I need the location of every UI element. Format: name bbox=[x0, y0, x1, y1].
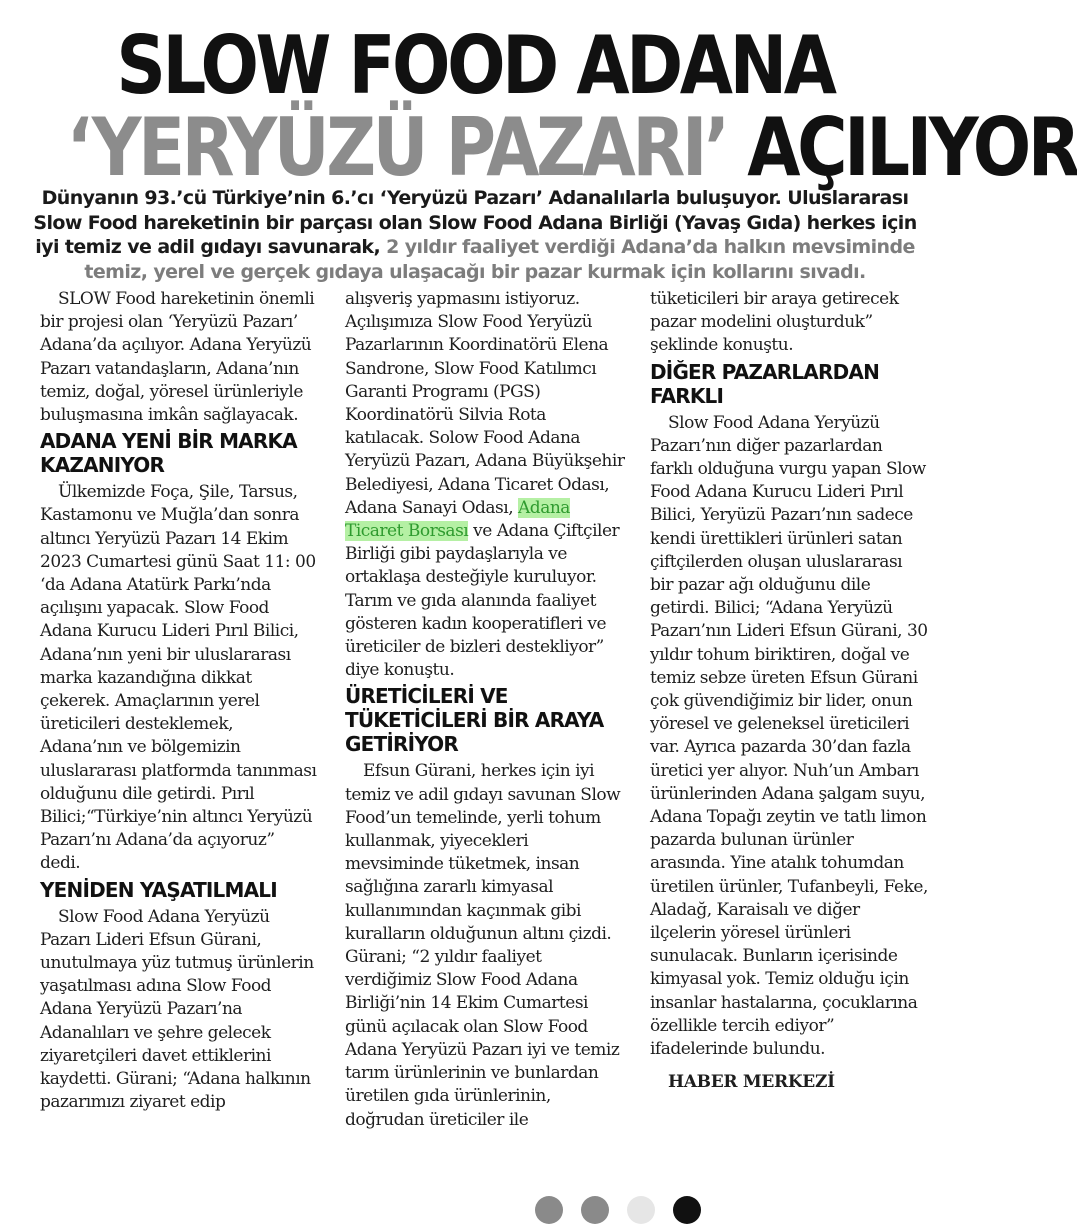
column1-paragraph-1: SLOW Food hareketinin önemli bir projesi olan ‘Yeryüzü Pazarı’ Adana’da açılıyor. Adana Yeryüzü Pazarı vatandaşların, Adana’nın temiz, doğal, yöresel ürünleriyle buluşmasına imkân sağlayacak. bbox=[40, 289, 315, 426]
headline-line-1: SLOW FOOD ADANA bbox=[116, 19, 834, 112]
lead-dark-text: Dünyanın 93.’cü Türkiye’nin 6.’cı ‘Yeryüzü Pazarı’ Adanalılarla buluşuyor. Uluslararası Slow Food hareketinin bir parçası olan Slow Food Adana Birliği (Yavaş Gıda) herkes için iyi temiz ve adil gıdayı savunarak, bbox=[33, 187, 917, 258]
page-dot-1[interactable] bbox=[535, 1196, 563, 1224]
column2-text-b: ve Adana Çiftçiler Birliği gibi paydaşlarıyla ve ortaklaşa desteğiyle kuruluyor. Tarım ve gıda alanında faaliyet gösteren kadın kooperatifleri ve üreticiler de bizleri destekliyor” diye konuştu. bbox=[345, 521, 620, 681]
column3-paragraph-2: Slow Food Adana Yeryüzü Pazarı’nın diğer pazarlardan farklı olduğuna vurgu yapan Slow Food Adana Kurucu Lideri Pırıl Bilici, Yeryüzü Pazarı’nın sadece kendi ürettikleri ürünleri satan çiftçilerden oluşan uluslararası bir pazar ağı olduğunu dile getirdi. Bilici; “Adana Yeryüzü Pazarı’nın Lideri Efsun Gürani, 30 yıldır tohum biriktiren, doğal ve temiz sebze üreten Efsun Gürani çok güvendiğimiz bir lider, onun yöresel ve geleneksel üreticileri var. Ayrıca pazarda 30’dan fazla üretici yer alıyor. Nuh’un Ambarı ürünlerinden Adana şalgam suyu, Adana Topağı zeytin ve tatlı limon pazarda bulunan ürünler arasında. Yine atalık tohumdan üretilen ürünler, Tufanbeyli, Feke, Aladağ, Karaisalı ve diğer ilçelerin yöresel ürünleri sunulacak. Bunların içerisinde kimyasal yok. Temiz olduğu için insanlar hastalarına, çocuklarına özellikle tercih ediyor” ifadelerinde bulundu. bbox=[650, 412, 928, 1060]
headline-line-2 bbox=[66, 101, 1077, 194]
column2-paragraph-2: Efsun Gürani, herkes için iyi temiz ve adil gıdayı savunan Slow Food’un temelinde, yerli tohum kullanmak, yiyecekleri mevsiminde tüketmek, insan sağlığına zararlı kimyasal kullanımından kaçınmak gibi kuralların olduğunun altını çizdi. Gürani; “2 yıldır faaliyet verdiğimiz Slow Food Adana Birliği’nin 14 Ekim Cumartesi günü açılacak olan Slow Food Adana Yeryüzü Pazarı iyi ve temiz tarım ürünlerinin ve bunlardan üretilen gıda ürünlerinin, doğrudan üreticiler ile bbox=[345, 761, 621, 1130]
column3-paragraph-1: tüketicileri bir araya getirecek pazar modelini oluşturduk” şeklinde konuştu. bbox=[650, 289, 899, 356]
page-indicator bbox=[535, 1196, 705, 1216]
article-column-1 bbox=[40, 288, 318, 1115]
highlighted-text: Adana Ticaret Borsası bbox=[345, 497, 570, 542]
subheading-yeniden-yasatilmali: YENİDEN YAŞATILMALI bbox=[40, 877, 277, 902]
column2-paragraph-1 bbox=[345, 288, 627, 682]
column1-paragraph-3: Slow Food Adana Yeryüzü Pazarı Lideri Efsun Gürani, unutulmaya yüz tutmuş ürünlerin yaşatılması adına Slow Food Adana Yeryüzü Pazarı’na Adanalıları ve şehre gelecek ziyaretçileri davet ettiklerini kaydetti. Gürani; “Adana halkının pazarımızı ziyaret edip bbox=[40, 906, 314, 1113]
page-dot-2[interactable] bbox=[581, 1196, 609, 1224]
subheading-diger-pazarlardan-farkli: DİĞER PAZARLARDAN FARKLI bbox=[650, 359, 880, 408]
page-dot-3[interactable] bbox=[627, 1196, 655, 1224]
article-column-2 bbox=[345, 288, 627, 1132]
lead-paragraph bbox=[30, 186, 920, 284]
subheading-ureticileri-tuketicileri: ÜRETİCİLERİ VE TÜKETİCİLERİ BİR ARAYA GETİRİYOR bbox=[345, 684, 604, 757]
column1-paragraph-2: Ülkemizde Foça, Şile, Tarsus, Kastamonu ve Muğla’dan sonra altıncı Yeryüzü Pazarı 14 Ekim 2023 Cumartesi günü Saat 11: 00 ‘da Adana Atatürk Parkı’nda açılışını yapacak. Slow Food Adana Kurucu Lideri Pırıl Bilici, Adana’nın yeni bir uluslararası marka kazandığına dikkat çekerek. Amaçlarının yerel üreticileri desteklemek, Adana’nın ve bölgemizin uluslararası platformda tanınması olduğunu dile getirdi. Pırıl Bilici;“Türkiye’nin altıncı Yeryüzü Pazarı’nı Adana’da açıyoruz” dedi. bbox=[40, 482, 317, 874]
subheading-adana-yeni-marka: ADANA YENİ BİR MARKA KAZANIYOR bbox=[40, 429, 297, 478]
headline-dark-part: AÇILIYOR bbox=[747, 101, 1077, 194]
column2-text-a: alışveriş yapmasını istiyoruz. Açılışımıza Slow Food Yeryüzü Pazarlarının Koordinatörü Elena Sandrone, Slow Food Katılımcı Garanti Programı (PGS) Koordinatörü Silvia Rota katılacak. Solow Food Adana Yeryüzü Pazarı, Adana Büyükşehir Belediyesi, Adana Ticaret Odası, Adana Sanayi Odası, bbox=[345, 289, 625, 518]
page-dot-4[interactable] bbox=[673, 1196, 701, 1224]
headline-grey-part: ‘YERYÜZÜ PAZARI’ bbox=[66, 101, 727, 194]
article-column-3 bbox=[650, 288, 928, 1095]
byline: HABER MERKEZİ bbox=[668, 1072, 835, 1093]
lead-grey-text: 2 yıldır faaliyet verdiği Adana’da halkın mevsiminde temiz, yerel ve gerçek gıdaya ulaşacağı bir pazar kurmak için kollarını sıvadı. bbox=[84, 236, 915, 283]
